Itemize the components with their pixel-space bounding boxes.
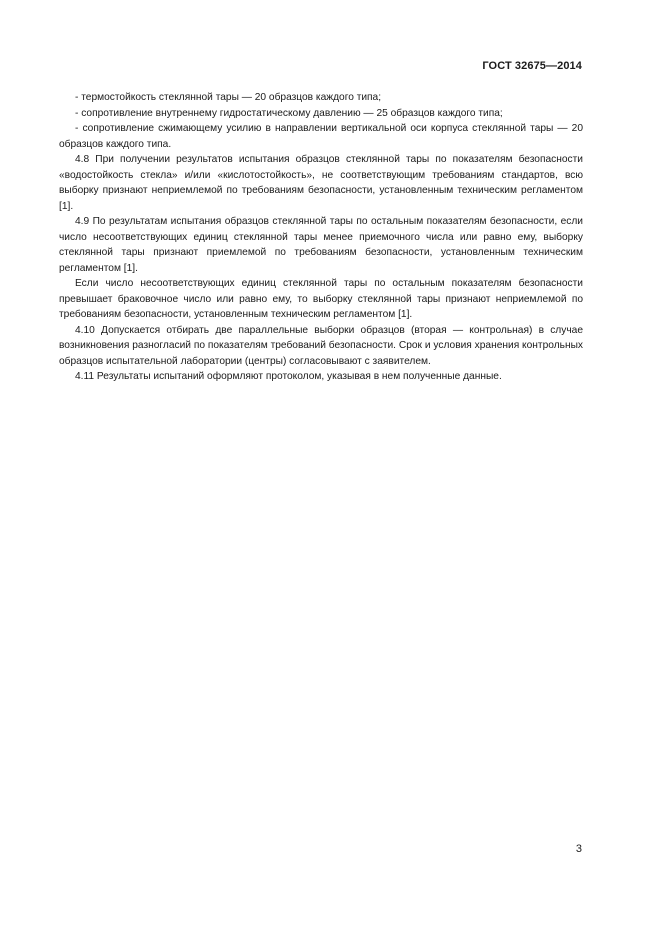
clause-4-9: 4.9 По результатам испытания образцов стеклянной тары по остальным показателям безопасности, если число несоответствующих единиц стеклянной тары менее приемочного числа или равно ему, выборку стеклянной тары признают приемлемой по требованиям безопасности, установленным техническим регламентом [1]. xyxy=(59,216,583,274)
list-item-hydrostatic-pressure: - сопротивление внутреннему гидростатическому давлению — 25 образцов каждого типа; xyxy=(75,107,503,119)
document-body xyxy=(59,90,583,385)
list-item-thermal-resistance: - термостойкость стеклянной тары — 20 образцов каждого типа; xyxy=(75,92,382,103)
clause-4-11: 4.11 Результаты испытаний оформляют протоколом, указывая в нем полученные данные. xyxy=(75,371,502,382)
page-number: 3 xyxy=(575,843,582,855)
clause-4-9-continuation: Если число несоответствующих единиц стеклянной тары по остальным показателям безопасности превышает браковочное число или равно ему, то выборку стеклянной тары признают неприемлемой по требованиям безопасности, установленным техническим регламентом [1]. xyxy=(59,278,583,320)
clause-4-10: 4.10 Допускается отбирать две параллельные выборки образцов (вторая — контрольная) в случае возникновения разногласий по показателям требований безопасности. Срок и условия хранения контрольных образцов испытательной лаборатории (центры) согласовывают с заявителем. xyxy=(59,324,583,367)
document-header: ГОСТ 32675—2014 xyxy=(482,60,582,72)
list-item-compressive-force: - сопротивление сжимающему усилию в направлении вертикальной оси корпуса стеклянной тары — 20 образцов каждого типа. xyxy=(59,123,583,150)
clause-4-8: 4.8 При получении результатов испытания образцов стеклянной тары по показателям безопасности «водостойкость стекла» и/или «кислотостойкость», не соответствующим требованиям стандартов, всю выборку признают неприемлемой по требованиям безопасности, установленным техническим регламентом [1]. xyxy=(59,154,583,212)
